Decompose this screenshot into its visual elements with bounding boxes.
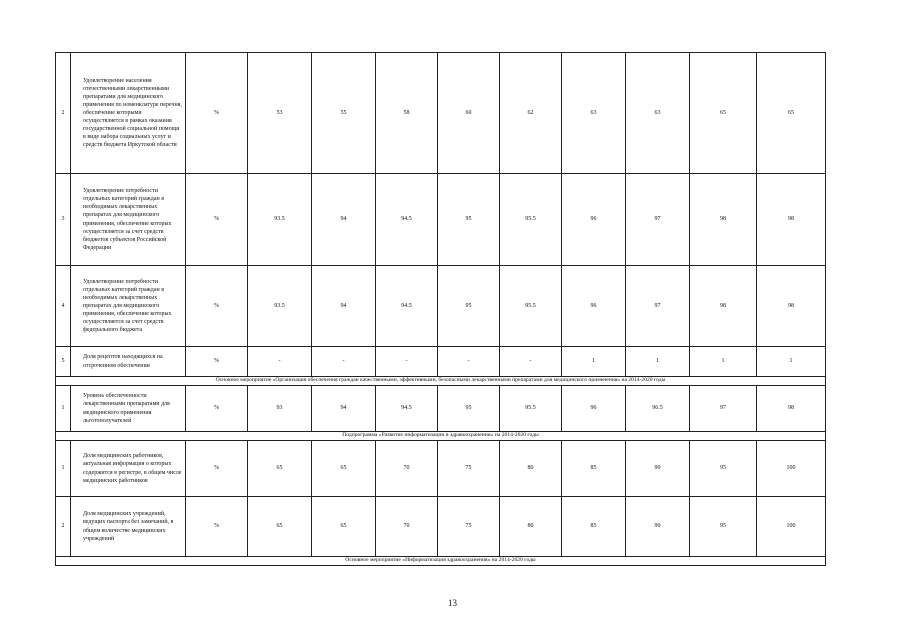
value-cell: 85 — [562, 441, 626, 497]
value-cell: 100 — [757, 497, 826, 557]
value-cell: - — [312, 347, 376, 377]
value-cell: 93.5 — [248, 266, 312, 347]
value-cell: 95 — [690, 441, 757, 497]
value-cell: 93 — [248, 386, 312, 432]
row-number: 1 — [56, 386, 71, 432]
value-cell: 96 — [562, 386, 626, 432]
value-cell: 97 — [626, 266, 690, 347]
section-header-row — [56, 557, 826, 566]
unit-cell: % — [186, 441, 248, 497]
unit-cell: % — [186, 497, 248, 557]
section-title: Основное мероприятие «Информатизация здравоохранения» на 2014-2020 годы — [56, 557, 826, 566]
indicator-name: Удовлетворение потребности отдельных категорий граждан в необходимых лекарственных препаратах для медицинского применения, обеспечение которых осуществляется за счет средств федерального бюджета — [71, 266, 186, 347]
table-row — [56, 347, 826, 377]
value-cell: 96 — [562, 174, 626, 266]
row-number: 1 — [56, 441, 71, 497]
unit-cell: % — [186, 174, 248, 266]
indicator-name: Доля рецептов находящихся на отсроченном обеспечении — [71, 347, 186, 377]
table-row — [56, 497, 826, 557]
value-cell: 65 — [757, 53, 826, 174]
value-cell: - — [500, 347, 562, 377]
value-cell: - — [248, 347, 312, 377]
value-cell: 98 — [690, 266, 757, 347]
value-cell: 1 — [757, 347, 826, 377]
value-cell: 1 — [690, 347, 757, 377]
table-row — [56, 266, 826, 347]
unit-cell: % — [186, 266, 248, 347]
value-cell: 97 — [626, 174, 690, 266]
value-cell: 93.5 — [248, 174, 312, 266]
value-cell: 65 — [248, 441, 312, 497]
value-cell: - — [376, 347, 438, 377]
row-number: 5 — [56, 347, 71, 377]
value-cell: 62 — [500, 53, 562, 174]
value-cell: 75 — [438, 441, 500, 497]
value-cell: 94 — [312, 174, 376, 266]
value-cell: 65 — [312, 497, 376, 557]
value-cell: 95.5 — [500, 174, 562, 266]
value-cell: 95 — [690, 497, 757, 557]
row-number: 3 — [56, 174, 71, 266]
value-cell: 80 — [500, 497, 562, 557]
value-cell: 98 — [757, 386, 826, 432]
value-cell: 95 — [438, 174, 500, 266]
value-cell: 70 — [376, 441, 438, 497]
value-cell: - — [438, 347, 500, 377]
value-cell: 94 — [312, 386, 376, 432]
value-cell: 97 — [690, 386, 757, 432]
row-number: 2 — [56, 497, 71, 557]
indicators-table — [55, 52, 826, 566]
value-cell: 1 — [562, 347, 626, 377]
table-row — [56, 441, 826, 497]
value-cell: 63 — [626, 53, 690, 174]
section-header-row — [56, 432, 826, 441]
value-cell: 65 — [312, 441, 376, 497]
value-cell: 98 — [757, 174, 826, 266]
value-cell: 94.5 — [376, 266, 438, 347]
value-cell: 95.5 — [500, 386, 562, 432]
value-cell: 94 — [312, 266, 376, 347]
value-cell: 80 — [500, 441, 562, 497]
value-cell: 90 — [626, 497, 690, 557]
value-cell: 63 — [562, 53, 626, 174]
value-cell: 95.5 — [500, 266, 562, 347]
indicator-name: Удовлетворение потребности отдельных категорий граждан в необходимых лекарственных препаратах для медицинского применения, обеспечение которых осуществляется за счет средств бюджетов субъектов Российской Федерации — [71, 174, 186, 266]
value-cell: 53 — [248, 53, 312, 174]
section-title: Основное мероприятие «Организация обеспечения граждан качественными, эффективными, безопасными лекарственными препаратами для медицинского применения» на 2014-2020 годы — [56, 377, 826, 386]
value-cell: 1 — [626, 347, 690, 377]
value-cell: 96 — [562, 266, 626, 347]
value-cell: 55 — [312, 53, 376, 174]
unit-cell: % — [186, 53, 248, 174]
value-cell: 85 — [562, 497, 626, 557]
unit-cell: % — [186, 347, 248, 377]
section-header-row — [56, 377, 826, 386]
value-cell: 98 — [690, 174, 757, 266]
section-title: Подпрограмма «Развитие информатизации в здравоохранении» на 2014-2020 годы — [56, 432, 826, 441]
indicator-name: Удовлетворение населения отечественными лекарственными препаратами для медицинского применения по номенклатуре перечня, обеспечение которыми осуществляется в рамках оказания государственной социальной помощи в виде набора социальных услуг и средств бюджета Иркутской области — [71, 53, 186, 174]
indicator-name: Доля медицинских учреждений, ведущих паспорта без замечаний, в общем количестве медицинских учреждений — [71, 497, 186, 557]
value-cell: 70 — [376, 497, 438, 557]
row-number: 2 — [56, 53, 71, 174]
indicator-name: Уровень обеспеченности лекарственными препаратами для медицинского применения льготополучателей — [71, 386, 186, 432]
value-cell: 95 — [438, 266, 500, 347]
table-row — [56, 174, 826, 266]
page-number: 13 — [448, 598, 457, 608]
value-cell: 65 — [690, 53, 757, 174]
value-cell: 75 — [438, 497, 500, 557]
unit-cell: % — [186, 386, 248, 432]
value-cell: 98 — [757, 266, 826, 347]
row-number: 4 — [56, 266, 71, 347]
value-cell: 95 — [438, 386, 500, 432]
indicator-name: Доля медицинских работников, актуальная информация о которых содержится в регистре, в общем числе медицинских работников — [71, 441, 186, 497]
value-cell: 65 — [248, 497, 312, 557]
value-cell: 90 — [626, 441, 690, 497]
table-row — [56, 53, 826, 174]
table-row — [56, 386, 826, 432]
value-cell: 94.5 — [376, 174, 438, 266]
value-cell: 96.5 — [626, 386, 690, 432]
value-cell: 60 — [438, 53, 500, 174]
value-cell: 94.5 — [376, 386, 438, 432]
value-cell: 100 — [757, 441, 826, 497]
value-cell: 58 — [376, 53, 438, 174]
